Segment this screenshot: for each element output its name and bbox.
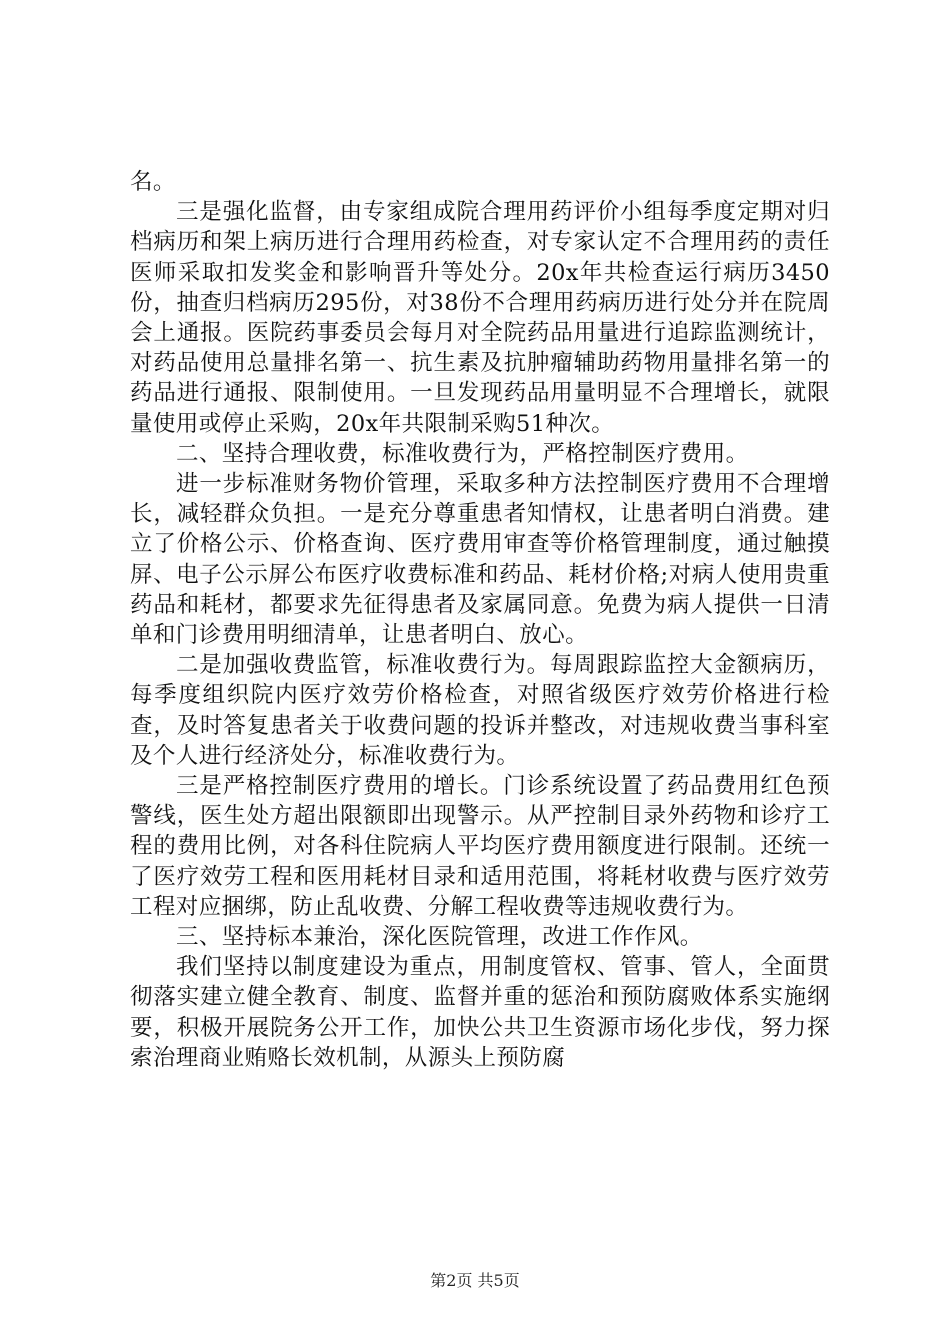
paragraph-institution-building: 我们坚持以制度建设为重点，用制度管权、管事、管人，全面贯彻落实建立健全教育、制度、监督并重的惩治和预防腐败体系实施纲要，积极开展院务公开工作，加快公共卫生资源市场化步伐，努力探索治理商业贿赂长效机制，从源头上预防腐 <box>130 954 830 1071</box>
body-text <box>130 167 830 1073</box>
page-number-footer: 第2页 共5页 <box>430 1271 520 1290</box>
section-heading-management: 三、坚持标本兼治，深化医院管理，改进工作作风。 <box>176 924 703 951</box>
paragraph-supervision: 三是强化监督，由专家组成院合理用药评价小组每季度定期对归档病历和架上病历进行合理用药检查，对专家认定不合理用药的责任医师采取扣发奖金和影响晋升等处分。20x年共检查运行病历3450份，抽查归档病历295份，对38份不合理用药病历进行处分并在院周会上通报。医院药事委员会每月对全院药品用量进行追踪监测统计，对药品使用总量排名第一、抗生素及抗肿瘤辅助药物用量排名第一的药品进行通报、限制使用。一旦发现药品用量明显不合理增长，就限量使用或停止采购，20x年共限制采购51种次。 <box>130 199 830 437</box>
section-heading-fees: 二、坚持合理收费，标准收费行为，严格控制医疗费用。 <box>176 440 749 467</box>
paragraph-continuation: 名。 <box>130 169 176 195</box>
paragraph-price-management: 进一步标准财务物价管理，采取多种方法控制医疗费用不合理增长，减轻群众负担。一是充分尊重患者知情权，让患者明白消费。建立了价格公示、价格查询、医疗费用审查等价格管理制度，通过触摸屏、电子公示屏公布医疗收费标准和药品、耗材价格;对病人使用贵重药品和耗材，都要求先征得患者及家属同意。免费为病人提供一日清单和门诊费用明细清单，让患者明白、放心。 <box>130 471 830 649</box>
paragraph-cost-control: 三是严格控制医疗费用的增长。门诊系统设置了药品费用红色预警线，医生处方超出限额即出现警示。从严控制目录外药物和诊疗工程的费用比例，对各科住院病人平均医疗费用额度进行限制。还统一了医疗效劳工程和医用耗材目录和适用范围，将耗材收费与医疗效劳工程对应捆绑，防止乱收费、分解工程收费等违规收费行为。 <box>130 773 830 920</box>
paragraph-fee-supervision: 二是加强收费监管，标准收费行为。每周跟踪监控大金额病历，每季度组织院内医疗效劳价格检查，对照省级医疗效劳价格进行检查，及时答复患者关于收费问题的投诉并整改，对违规收费当事科室及个人进行经济处分，标准收费行为。 <box>130 652 830 769</box>
